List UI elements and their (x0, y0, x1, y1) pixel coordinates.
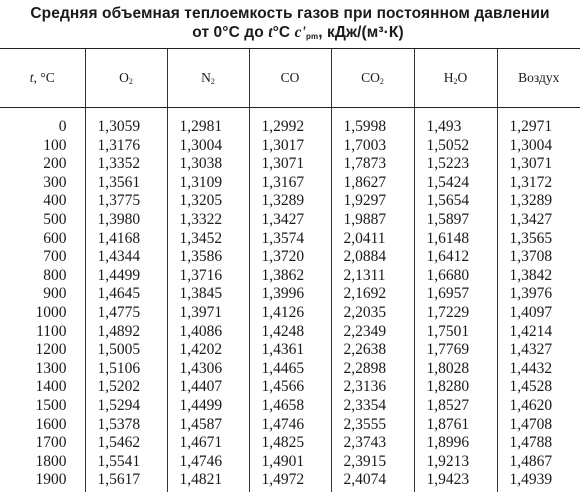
co-cell: 1,3427 (249, 211, 331, 230)
temperature-cell: 1100 (36, 322, 67, 340)
temperature-cell: 0 (58, 118, 67, 135)
n2-cell: 1,4407 (167, 378, 249, 397)
n2-cell: 1,3322 (167, 211, 249, 230)
column-header-air: Воздух (497, 49, 580, 108)
table-body (0, 108, 580, 492)
table-row (0, 248, 580, 267)
n2-cell: 1,3971 (167, 304, 249, 323)
co2-cell: 2,2035 (331, 304, 414, 323)
co2-cell: 2,1692 (331, 285, 414, 304)
table-row (0, 285, 580, 304)
temperature-cell: 500 (43, 210, 67, 228)
air-cell: 1,3708 (497, 248, 580, 267)
table-row (0, 416, 580, 435)
column-header-co: CO (249, 49, 331, 108)
table-row (0, 397, 580, 416)
o2-cell: 1,3980 (85, 211, 167, 230)
co2-cell: 2,2898 (331, 360, 414, 379)
table-row (0, 360, 580, 379)
h2o-cell: 1,5223 (414, 155, 497, 174)
temperature-cell: 1600 (35, 415, 67, 433)
table-row (0, 471, 580, 492)
column-header-temperature: t, °C (0, 49, 85, 108)
n2-cell: 1,4086 (167, 323, 249, 342)
table-row (0, 211, 580, 230)
temperature-cell: 1700 (35, 434, 67, 452)
co2-cell: 2,3555 (331, 416, 414, 435)
air-cell: 1,4867 (497, 453, 580, 472)
table-title (0, 4, 580, 46)
table-row (0, 137, 580, 156)
h2o-cell: 1,9213 (414, 453, 497, 472)
o2-cell: 1,4892 (85, 323, 167, 342)
co-cell: 1,3289 (249, 192, 331, 211)
co-cell: 1,4972 (249, 471, 331, 492)
n2-cell: 1,4202 (167, 341, 249, 360)
co2-cell: 2,3743 (331, 434, 414, 453)
n2-cell: 1,3586 (167, 248, 249, 267)
co2-cell: 1,5998 (331, 108, 414, 137)
table-row (0, 304, 580, 323)
table-row (0, 434, 580, 453)
o2-cell: 1,4775 (85, 304, 167, 323)
air-cell: 1,4327 (497, 341, 580, 360)
n2-cell: 1,3004 (167, 137, 249, 156)
co2-cell: 2,3354 (331, 397, 414, 416)
temperature-cell: 1200 (35, 341, 67, 359)
air-cell: 1,2971 (497, 108, 580, 137)
table-row (0, 155, 580, 174)
temperature-cell: 1400 (35, 378, 67, 396)
air-cell: 1,4528 (497, 378, 580, 397)
h2o-cell: 1,5654 (414, 192, 497, 211)
co2-cell: 2,3915 (331, 453, 414, 472)
column-header-co2: $CO_2$ (331, 49, 414, 108)
air-cell: 1,4939 (497, 471, 580, 492)
co-cell: 1,4658 (249, 397, 331, 416)
air-cell: 1,3172 (497, 174, 580, 193)
o2-cell: 1,3352 (85, 155, 167, 174)
o2-cell: 1,3775 (85, 192, 167, 211)
h2o-cell: 1,8028 (414, 360, 497, 379)
co-cell: 1,3167 (249, 174, 331, 193)
h2o-cell: 1,8527 (414, 397, 497, 416)
co-cell: 1,4465 (249, 360, 331, 379)
n2-cell: 1,4746 (167, 453, 249, 472)
h2o-cell: 1,6412 (414, 248, 497, 267)
air-cell: 1,3427 (497, 211, 580, 230)
co-cell: 1,4566 (249, 378, 331, 397)
co-cell: 1,3862 (249, 267, 331, 286)
co2-cell: 2,3136 (331, 378, 414, 397)
co2-cell: 1,7003 (331, 137, 414, 156)
o2-cell: 1,5294 (85, 397, 167, 416)
n2-cell: 1,4587 (167, 416, 249, 435)
co2-cell: 1,9297 (331, 192, 414, 211)
table-row (0, 192, 580, 211)
o2-cell: 1,3176 (85, 137, 167, 156)
air-cell: 1,3004 (497, 137, 580, 156)
h2o-cell: 1,7769 (414, 341, 497, 360)
h2o-cell: 1,5052 (414, 137, 497, 156)
co-cell: 1,4361 (249, 341, 331, 360)
column-header-n2: $N_2$ (167, 49, 249, 108)
title-line-1: Средняя объемная теплоемкость газов при постоянном давлении (30, 5, 550, 22)
co-cell: 1,4126 (249, 304, 331, 323)
table-row (0, 323, 580, 342)
temperature-cell: 400 (43, 192, 67, 210)
co2-cell: 2,0884 (331, 248, 414, 267)
h2o-cell: 1,8996 (414, 434, 497, 453)
co-cell: 1,3574 (249, 230, 331, 249)
temperature-cell: 100 (43, 136, 67, 154)
table-row (0, 230, 580, 249)
n2-cell: 1,3038 (167, 155, 249, 174)
o2-cell: 1,5378 (85, 416, 167, 435)
co2-cell: 1,9887 (331, 211, 414, 230)
temperature-cell: 1500 (35, 396, 67, 414)
column-header-h2o: $H_2O$ (414, 49, 497, 108)
temperature-cell: 1300 (35, 359, 67, 377)
o2-cell: 1,3561 (85, 174, 167, 193)
n2-cell: 1,2981 (167, 108, 249, 137)
air-cell: 1,4097 (497, 304, 580, 323)
air-cell: 1,4214 (497, 323, 580, 342)
temperature-cell: 600 (43, 229, 67, 247)
co2-cell: 1,7873 (331, 155, 414, 174)
co-cell: 1,3996 (249, 285, 331, 304)
n2-cell: 1,3845 (167, 285, 249, 304)
air-cell: 1,4708 (497, 416, 580, 435)
h2o-cell: 1,6680 (414, 267, 497, 286)
h2o-cell: 1,7501 (414, 323, 497, 342)
title-line-2: от 0°C до t°C $c'_{pm}$, кДж/(м³·К) (192, 24, 404, 41)
h2o-cell: 1,8280 (414, 378, 497, 397)
co2-cell: 2,0411 (331, 230, 414, 249)
air-cell: 1,3289 (497, 192, 580, 211)
table-row (0, 108, 580, 137)
table-row (0, 453, 580, 472)
o2-cell: 1,5106 (85, 360, 167, 379)
o2-cell: 1,4645 (85, 285, 167, 304)
table-row (0, 174, 580, 193)
air-cell: 1,3071 (497, 155, 580, 174)
co-cell: 1,4248 (249, 323, 331, 342)
h2o-cell: 1,7229 (414, 304, 497, 323)
co-cell: 1,4746 (249, 416, 331, 435)
co-cell: 1,2992 (249, 108, 331, 137)
table-row (0, 341, 580, 360)
h2o-cell: 1,6957 (414, 285, 497, 304)
o2-cell: 1,5462 (85, 434, 167, 453)
n2-cell: 1,3205 (167, 192, 249, 211)
air-cell: 1,4620 (497, 397, 580, 416)
co-cell: 1,4901 (249, 453, 331, 472)
temperature-cell: 1900 (35, 471, 67, 489)
o2-cell: 1,5617 (85, 471, 167, 492)
air-cell: 1,4788 (497, 434, 580, 453)
air-cell: 1,3842 (497, 267, 580, 286)
temperature-cell: 200 (43, 155, 67, 173)
header-row (0, 49, 580, 108)
co2-cell: 2,2349 (331, 323, 414, 342)
air-cell: 1,3976 (497, 285, 580, 304)
co-cell: 1,3017 (249, 137, 331, 156)
temperature-cell: 800 (43, 266, 67, 284)
h2o-cell: 1,5424 (414, 174, 497, 193)
co2-cell: 2,2638 (331, 341, 414, 360)
o2-cell: 1,4499 (85, 267, 167, 286)
n2-cell: 1,3109 (167, 174, 249, 193)
temperature-cell: 300 (43, 173, 67, 191)
table-row (0, 378, 580, 397)
h2o-cell: 1,493 (414, 108, 497, 137)
column-header-o2: $O_2$ (85, 49, 167, 108)
o2-cell: 1,5541 (85, 453, 167, 472)
n2-cell: 1,3716 (167, 267, 249, 286)
co-cell: 1,4825 (249, 434, 331, 453)
temperature-cell: 1800 (35, 452, 67, 470)
n2-cell: 1,4821 (167, 471, 249, 492)
temperature-cell: 1000 (35, 303, 67, 321)
h2o-cell: 1,5897 (414, 211, 497, 230)
o2-cell: 1,5005 (85, 341, 167, 360)
co-cell: 1,3720 (249, 248, 331, 267)
co-cell: 1,3071 (249, 155, 331, 174)
n2-cell: 1,3452 (167, 230, 249, 249)
n2-cell: 1,4671 (167, 434, 249, 453)
o2-cell: 1,5202 (85, 378, 167, 397)
temperature-cell: 700 (43, 248, 67, 266)
heat-capacity-table (0, 48, 580, 492)
h2o-cell: 1,8761 (414, 416, 497, 435)
co2-cell: 2,4074 (331, 471, 414, 492)
air-cell: 1,3565 (497, 230, 580, 249)
co2-cell: 2,1311 (331, 267, 414, 286)
temperature-cell: 900 (43, 285, 67, 303)
table-row (0, 267, 580, 286)
n2-cell: 1,4306 (167, 360, 249, 379)
co2-cell: 1,8627 (331, 174, 414, 193)
air-cell: 1,4432 (497, 360, 580, 379)
o2-cell: 1,4344 (85, 248, 167, 267)
n2-cell: 1,4499 (167, 397, 249, 416)
o2-cell: 1,3059 (85, 108, 167, 137)
h2o-cell: 1,6148 (414, 230, 497, 249)
h2o-cell: 1,9423 (414, 471, 497, 492)
o2-cell: 1,4168 (85, 230, 167, 249)
